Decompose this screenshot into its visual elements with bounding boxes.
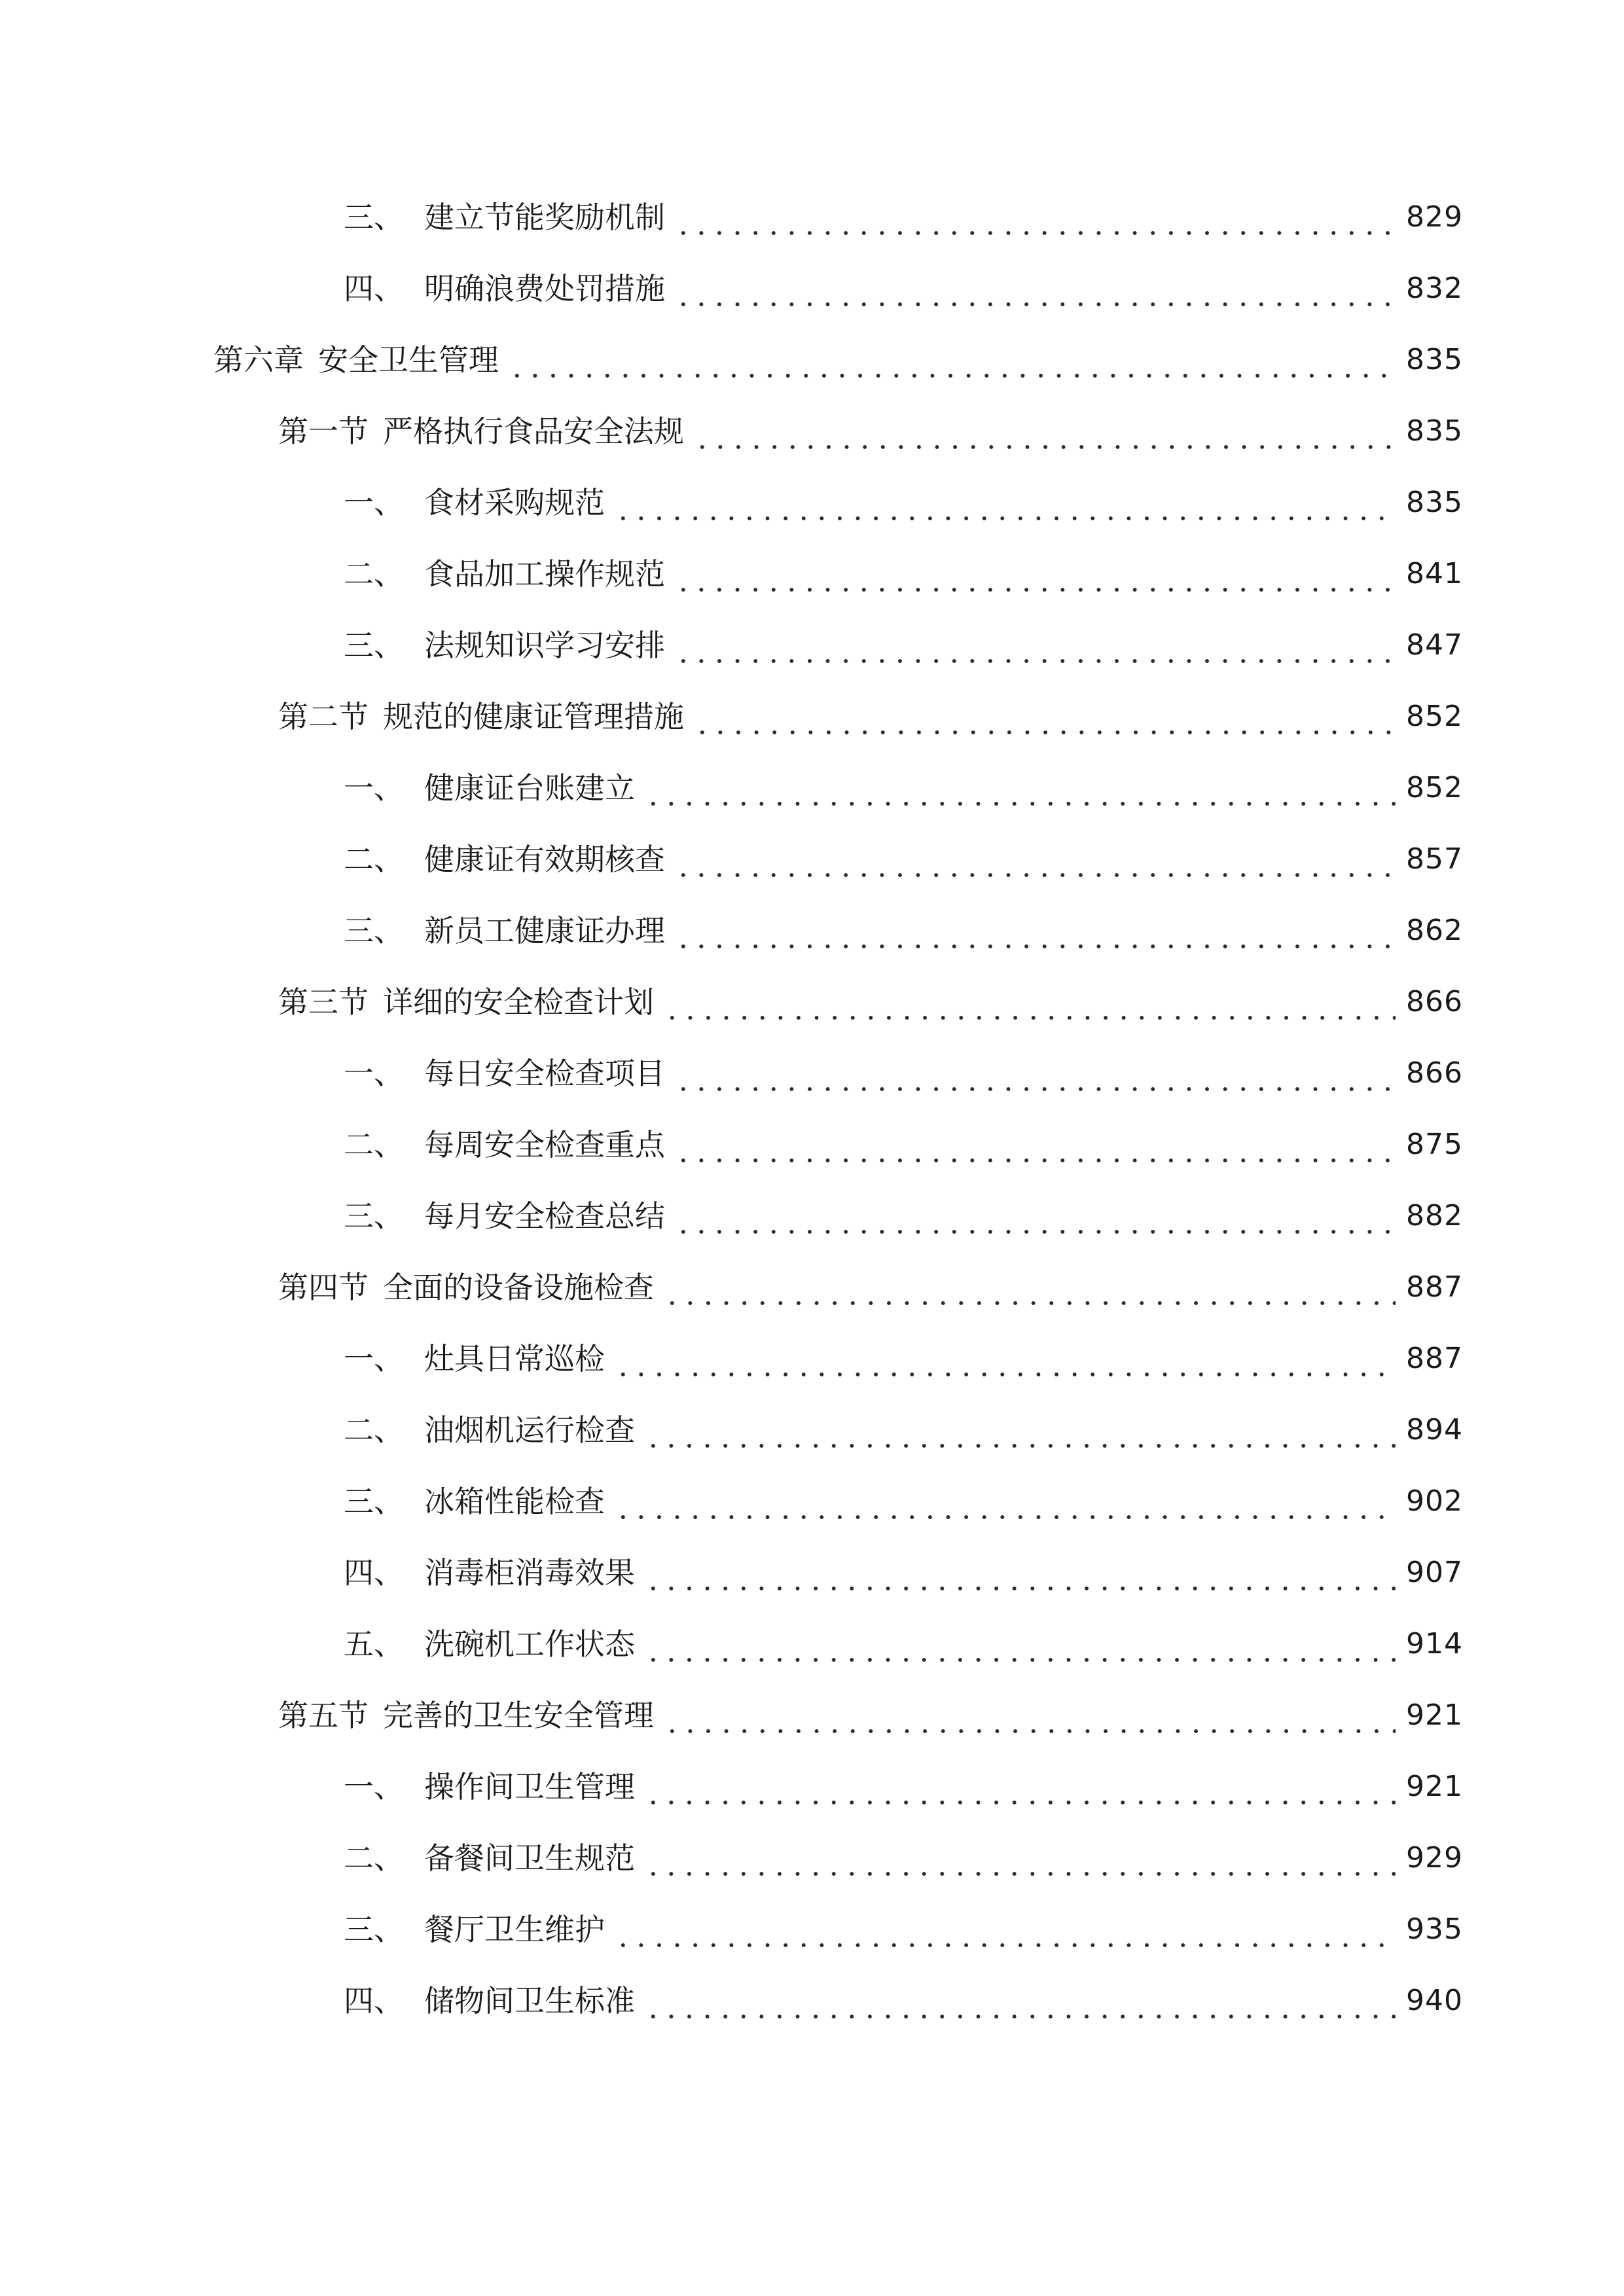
entry-number: 五、 [344,1626,404,1662]
entry-number: 三、 [344,628,404,663]
entry-number: 一、 [344,1769,404,1804]
entry-title: 规范的健康证管理措施 [383,699,684,734]
toc-entry[interactable] [278,1261,1463,1314]
toc-entry[interactable] [344,548,1463,600]
toc-entry[interactable] [344,1975,1463,2027]
entry-number: 第五节 [278,1698,369,1733]
entry-page-number: 875 [1406,1128,1463,1161]
toc-entry[interactable] [344,1547,1463,1599]
dot-leader [644,1761,1396,1813]
toc-entry[interactable] [344,1903,1463,1956]
entry-page-number: 862 [1406,914,1463,947]
entry-number: 三、 [344,1912,404,1947]
entry-title: 灶具日常巡检 [424,1341,605,1376]
entry-page-number: 866 [1406,1056,1463,1090]
dot-leader [644,1832,1396,1884]
toc-entry[interactable] [344,262,1463,315]
entry-number: 三、 [344,1198,404,1234]
entry-number: 三、 [344,1484,404,1519]
entry-number: 第一节 [278,414,369,449]
toc-entry[interactable] [278,405,1463,457]
entry-number: 第四节 [278,1270,369,1305]
entry-title: 严格执行食品安全法规 [383,414,684,449]
toc-entry[interactable] [278,976,1463,1028]
toc-entry[interactable] [344,905,1463,957]
dot-leader [614,476,1396,529]
toc-entry[interactable] [344,1190,1463,1242]
dot-leader [644,1618,1396,1670]
dot-leader [663,976,1396,1028]
entry-title: 详细的安全检查计划 [383,984,654,1020]
dot-leader [508,334,1396,386]
entry-number: 第三节 [278,984,369,1020]
dot-leader [644,1404,1396,1456]
entry-page-number: 929 [1406,1841,1463,1874]
entry-page-number: 835 [1406,414,1463,448]
entry-page-number: 847 [1406,628,1463,662]
entry-number: 二、 [344,842,404,877]
entry-number: 三、 [344,913,404,948]
entry-number: 四、 [344,1555,404,1590]
entry-number: 一、 [344,1056,404,1091]
dot-leader [693,405,1396,457]
entry-title: 安全卫生管理 [318,342,499,378]
toc-entry[interactable] [344,762,1463,814]
entry-title: 洗碗机工作状态 [424,1626,635,1662]
dot-leader [614,1475,1396,1528]
entry-number: 一、 [344,770,404,806]
entry-page-number: 857 [1406,842,1463,876]
dot-leader [674,619,1396,672]
toc-entry[interactable] [344,1119,1463,1171]
entry-title: 食品加工操作规范 [424,556,665,592]
entry-number: 二、 [344,1840,404,1876]
toc-entry[interactable] [344,1047,1463,1100]
toc-entry[interactable] [344,1333,1463,1385]
entry-page-number: 852 [1406,771,1463,804]
entry-page-number: 921 [1406,1770,1463,1803]
entry-page-number: 835 [1406,343,1463,376]
entry-title: 油烟机运行检查 [424,1412,635,1448]
entry-page-number: 841 [1406,557,1463,590]
dot-leader [674,191,1396,243]
entry-page-number: 935 [1406,1912,1463,1946]
toc-entry[interactable] [278,1689,1463,1742]
entry-title: 新员工健康证办理 [424,913,665,948]
entry-title: 法规知识学习安排 [424,628,665,663]
entry-title: 明确浪费处罚措施 [424,271,665,306]
entry-number: 第六章 [213,342,304,378]
entry-title: 完善的卫生安全管理 [383,1698,654,1733]
entry-number: 一、 [344,1341,404,1376]
toc-entry[interactable] [344,833,1463,886]
dot-leader [674,1190,1396,1242]
toc-entry[interactable] [344,1832,1463,1884]
dot-leader [644,1975,1396,2027]
entry-page-number: 832 [1406,272,1463,305]
entry-number: 一、 [344,485,404,520]
dot-leader [674,1119,1396,1171]
entry-page-number: 852 [1406,700,1463,733]
dot-leader [663,1261,1396,1314]
entry-number: 二、 [344,1127,404,1162]
entry-page-number: 829 [1406,200,1463,234]
entry-title: 储物间卫生标准 [424,1983,635,2018]
dot-leader [614,1903,1396,1956]
entry-page-number: 902 [1406,1484,1463,1518]
entry-title: 建立节能奖励机制 [424,200,665,235]
entry-title: 冰箱性能检查 [424,1484,605,1519]
dot-leader [674,1047,1396,1100]
entry-title: 健康证台账建立 [424,770,635,806]
entry-page-number: 882 [1406,1199,1463,1232]
toc-entry[interactable] [278,691,1463,743]
toc-entry[interactable] [344,1404,1463,1456]
dot-leader [614,1333,1396,1385]
dot-leader [674,548,1396,600]
toc-entry[interactable] [344,476,1463,529]
entry-title: 操作间卫生管理 [424,1769,635,1804]
dot-leader [674,833,1396,886]
dot-leader [674,262,1396,315]
dot-leader [663,1689,1396,1742]
toc-entry[interactable] [213,334,1463,386]
dot-leader [644,1547,1396,1599]
entry-title: 每周安全检查重点 [424,1127,665,1162]
entry-page-number: 866 [1406,985,1463,1018]
entry-title: 全面的设备设施检查 [383,1270,654,1305]
entry-number: 四、 [344,1983,404,2018]
entry-page-number: 887 [1406,1270,1463,1304]
toc-entry[interactable] [344,1475,1463,1528]
dot-leader [674,905,1396,957]
dot-leader [693,691,1396,743]
entry-number: 二、 [344,1412,404,1448]
toc-entry[interactable] [344,1761,1463,1813]
entry-page-number: 887 [1406,1342,1463,1375]
entry-number: 第二节 [278,699,369,734]
dot-leader [644,762,1396,814]
entry-number: 二、 [344,556,404,592]
entry-page-number: 940 [1406,1984,1463,2017]
entry-page-number: 894 [1406,1413,1463,1446]
entry-title: 健康证有效期核查 [424,842,665,877]
entry-title: 每月安全检查总结 [424,1198,665,1234]
entry-page-number: 914 [1406,1627,1463,1660]
entry-page-number: 907 [1406,1556,1463,1589]
entry-page-number: 921 [1406,1698,1463,1732]
entry-page-number: 835 [1406,486,1463,519]
entry-title: 备餐间卫生规范 [424,1840,635,1876]
entry-title: 消毒柜消毒效果 [424,1555,635,1590]
toc-entry[interactable] [344,1618,1463,1670]
entry-title: 每日安全检查项目 [424,1056,665,1091]
entry-title: 餐厅卫生维护 [424,1912,605,1947]
toc-entry[interactable] [344,619,1463,672]
toc-entry[interactable] [344,191,1463,243]
entry-number: 三、 [344,200,404,235]
entry-title: 食材采购规范 [424,485,605,520]
entry-number: 四、 [344,271,404,306]
